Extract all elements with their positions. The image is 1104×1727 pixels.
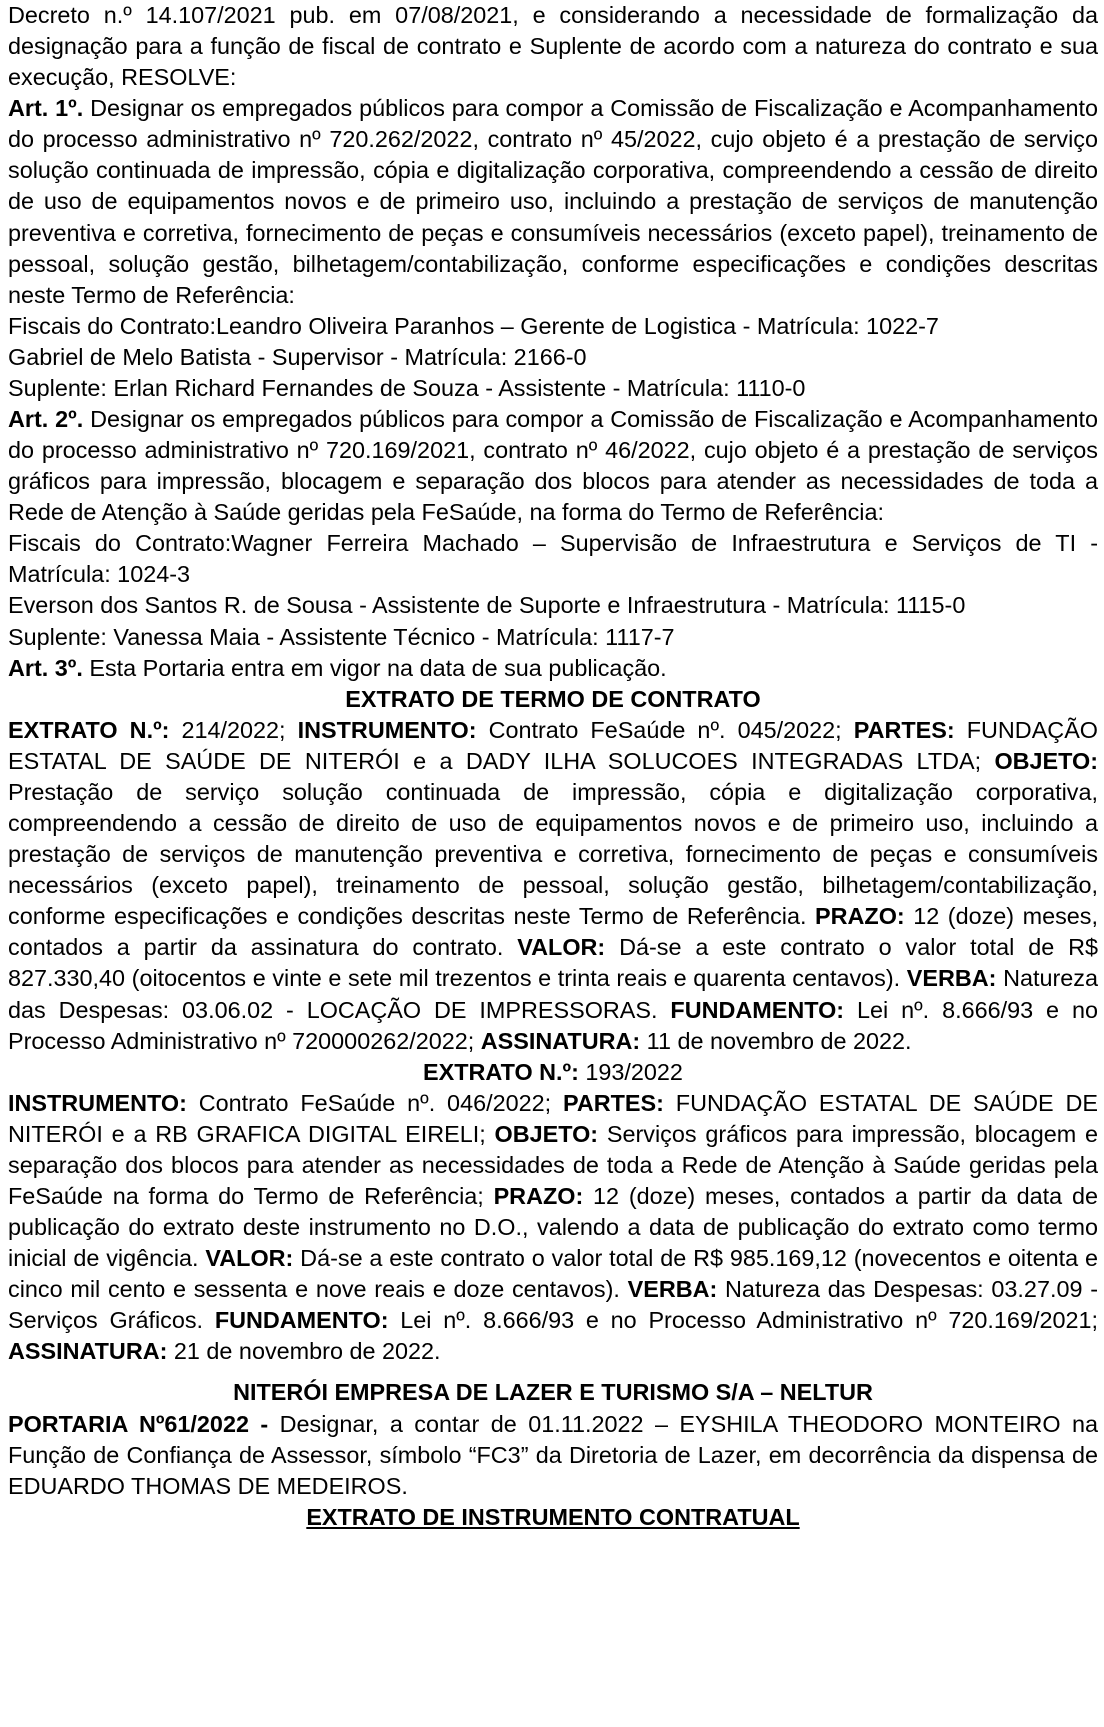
extrato-193-heading [8,1057,1098,1088]
art2-suplente-line: Suplente: Vanessa Maia - Assistente Técnico - Matrícula: 1117-7 [8,623,675,650]
valor-label: VALOR: [517,934,606,961]
prazo-label: PRAZO: [815,903,905,930]
instrumento-label: INSTRUMENTO: [8,1089,187,1116]
extrato-193-paragraph [8,1088,1098,1368]
verba-value: Natureza das Despesas: 03.27.09 - Serviços Gráficos. [8,1276,1099,1334]
valor-value: Dá-se a este contrato o valor total de R$ 985.169,12 (novecentos e oitenta e cinco mil cento e sessenta e nove reais e doze centavos). [8,1245,1098,1303]
extrato-number-value: 214/2022; [169,716,298,743]
assinatura-label: ASSINATURA: [480,1027,641,1054]
partes-value: FUNDAÇÃO ESTATAL DE SAÚDE DE NITERÓI e a RB GRAFICA DIGITAL EIRELI; [8,1089,1098,1147]
neltur-portaria-paragraph [8,1409,1098,1502]
extrato-193-heading-label: EXTRATO N.º: [423,1058,579,1085]
art1-paragraph [8,93,1098,311]
fundamento-value: Lei nº. 8.666/93 e no Processo Administrativo nº 720000262/2022; [8,996,1098,1054]
prazo-value: 12 (doze) meses, contados a partir da data de publicação do extrato deste instrumento no D.O., valendo a data de publicação do extrato como termo inicial de vigência. [8,1182,1098,1272]
art2-paragraph [8,404,1098,528]
art1-fiscais-line-1: Fiscais do Contrato:Leandro Oliveira Paranhos – Gerente de Logistica - Matrícula: 1022-7 [8,312,939,339]
art1-label: Art. 1º. [8,95,84,122]
instrumento-label: INSTRUMENTO: [297,716,477,743]
extrato-termo-paragraph [8,715,1098,1057]
objeto-label: OBJETO: [994,747,1098,774]
objeto-value: Serviços gráficos para impressão, blocagem e separação dos blocos para atender as necessidades de toda a Rede de Atenção à Saúde geridas pela FeSaúde na forma do Termo de Referência; [8,1120,1098,1209]
assinatura-label: ASSINATURA: [8,1338,168,1365]
extrato-number-label: EXTRATO N.º: [8,716,170,743]
portaria-text: Designar, a contar de 01.11.2022 – EYSHILA THEODORO MONTEIRO na Função de Confiança de Assessor, símbolo “FC3” da Diretoria de Lazer, em decorrência da dispensa de EDUARDO THOMAS DE MEDEIROS. [8,1410,1098,1499]
art3-paragraph [8,653,1098,684]
document-page [8,0,1098,1533]
objeto-value: Prestação de serviço solução continuada de impressão, cópia e digitalização corporativa, compreendendo a cessão de direito de uso de equipamentos novos e de primeiro uso, incluindo a prestação de serviços de manutenção preventiva e corretiva, fornecimento de peças e consumíveis necessários (exceto papel), treinamento de pessoal, solução gestão, bilhetagem/contabilização, conforme especificações e condições descritas neste Termo de Referência. [8,778,1098,930]
verba-value: Natureza das Despesas: 03.06.02 - LOCAÇÃO DE IMPRESSORAS. [8,965,1098,1023]
art3-text: Esta Portaria entra em vigor na data de sua publicação. [82,654,667,681]
art2-fiscais-line-2: Everson dos Santos R. de Sousa - Assistente de Suporte e Infraestrutura - Matrícula: 1115-0 [8,592,966,619]
assinatura-value: 11 de novembro de 2022. [640,1027,912,1054]
objeto-label: OBJETO: [494,1120,599,1147]
art1-fiscais-line-2: Gabriel de Melo Batista - Supervisor - Matrícula: 2166-0 [8,343,587,370]
prazo-value: 12 (doze) meses, contados a partir da assinatura do contrato. [8,903,1098,961]
neltur-heading: NITERÓI EMPRESA DE LAZER E TURISMO S/A – NELTUR [233,1379,873,1406]
art1-suplente-line: Suplente: Erlan Richard Fernandes de Souza - Assistente - Matrícula: 1110-0 [8,374,806,401]
instrumento-value: Contrato FeSaúde nº. 045/2022; [476,716,854,743]
verba-label: VERBA: [627,1276,718,1303]
assinatura-value: 21 de novembro de 2022. [167,1338,441,1365]
art1-text: Designar os empregados públicos para compor a Comissão de Fiscalização e Acompanhamento do processo administrativo nº 720.262/2022, contrato nº 45/2022, cujo objeto é a prestação de serviço solução continuada de impressão, cópia e digitalização corporativa, compreendendo a cessão de direito de uso de equipamentos novos e de primeiro uso, incluindo a prestação de serviços de manutenção preventiva e corretiva, fornecimento de peças e consumíveis necessários (exceto papel), treinamento de pessoal, solução gestão, bilhetagem/contabilização, conforme especificações e condições descritas neste Termo de Referência: [8,95,1098,308]
extrato-193-heading-value: 193/2022 [578,1058,683,1085]
fundamento-value: Lei nº. 8.666/93 e no Processo Administrativo nº 720.169/2021; [388,1307,1098,1334]
art2-text: Designar os empregados públicos para compor a Comissão de Fiscalização e Acompanhamento do processo administrativo nº 720.169/2021, contrato nº 46/2022, cujo objeto é a prestação de serviços gráficos para impressão, blocagem e separação dos blocos para atender as necessidades de toda a Rede de Atenção à Saúde geridas pela FeSaúde, na forma do Termo de Referência: [8,406,1098,526]
valor-label: VALOR: [205,1245,294,1272]
partes-label: PARTES: [562,1089,664,1116]
extrato-instrumento-heading: EXTRATO DE INSTRUMENTO CONTRATUAL [306,1503,800,1530]
art2-label: Art. 2º. [8,406,84,433]
valor-value: Dá-se a este contrato o valor total de R$ 827.330,40 (oitocentos e vinte e sete mil trezentos e trinta reais e quarenta centavos). [8,934,1098,992]
art3-label: Art. 3º. [8,654,83,681]
fundamento-label: FUNDAMENTO: [214,1307,389,1334]
portaria-label: PORTARIA Nº61/2022 - [8,1410,269,1437]
partes-label: PARTES: [853,716,955,743]
extrato-termo-heading: EXTRATO DE TERMO DE CONTRATO [345,685,761,712]
verba-label: VERBA: [906,965,997,992]
prazo-label: PRAZO: [493,1182,584,1209]
art2-fiscais-line-1: Fiscais do Contrato:Wagner Ferreira Machado – Supervisão de Infraestrutura e Serviços de TI - Matrícula: 1024-3 [8,530,1098,588]
partes-value: FUNDAÇÃO ESTATAL DE SAÚDE DE NITERÓI e a DADY ILHA SOLUCOES INTEGRADAS LTDA; [8,716,1098,774]
intro-paragraph: Decreto n.º 14.107/2021 pub. em 07/08/2021, e considerando a necessidade de formalização da designação para a função de fiscal de contrato e Suplente de acordo com a natureza do contrato e sua execução, RESOLVE: [8,2,1098,91]
instrumento-value: Contrato FeSaúde nº. 046/2022; [186,1089,563,1116]
fundamento-label: FUNDAMENTO: [670,996,845,1023]
